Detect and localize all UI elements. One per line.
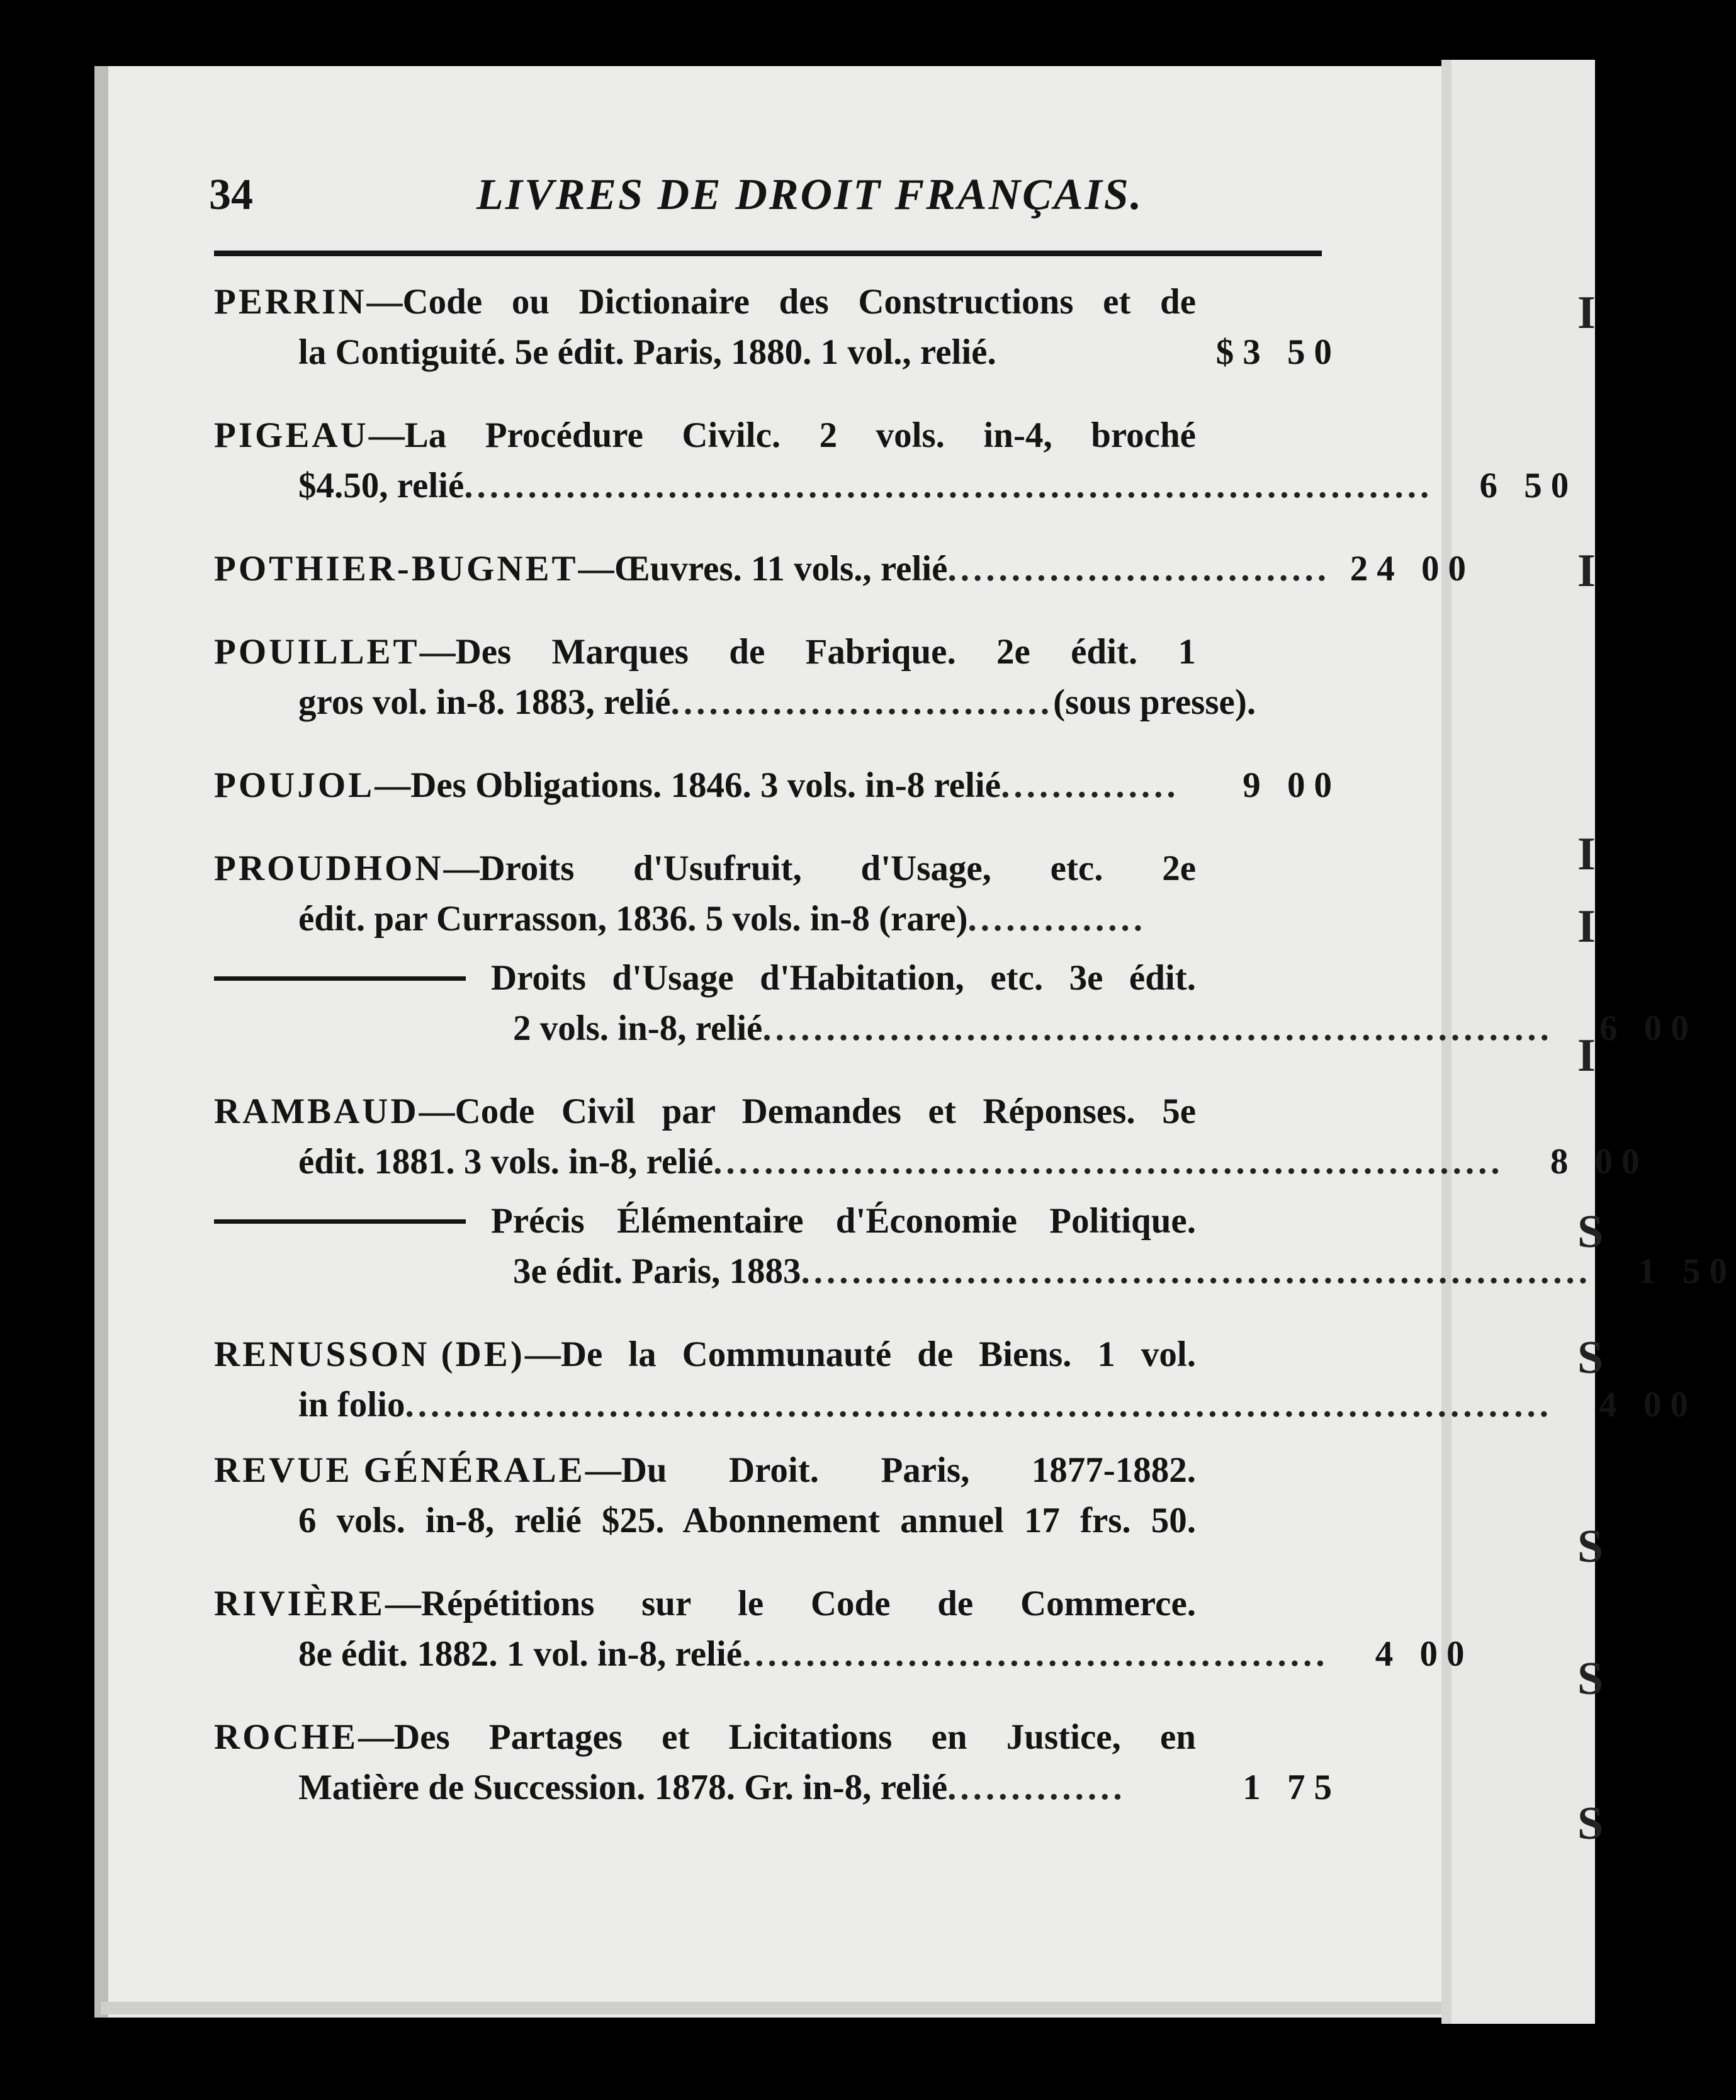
catalog-entry: POUILLET —Des Marques de Fabrique. 2e édit. 1 gros vol. in-8. 1883, relié .............................. (sous presse). bbox=[214, 627, 1341, 728]
entry-price: 4 00 bbox=[1599, 1385, 1697, 1425]
entry-title: —Des Partages et Licitations en Justice, en bbox=[358, 1717, 1196, 1757]
entry-details: 2 vols. in-8, relié bbox=[513, 1008, 763, 1048]
entry-title: —Droits d'Usufruit, d'Usage, etc. 2e bbox=[443, 849, 1196, 888]
entry-status: (sous presse). bbox=[1053, 682, 1256, 722]
entry-price: 8 00 bbox=[1550, 1142, 1649, 1182]
running-title: LIVRES DE DROIT FRANÇAIS. bbox=[476, 171, 1144, 219]
entry-title: Droits d'Usage d'Habitation, etc. 3e édit. bbox=[491, 958, 1196, 998]
catalog-entry: PROUDHON —Droits d'Usufruit, d'Usage, etc. 2e édit. par Currasson, 1836. 5 vols. in-8 (rare) .............. bbox=[214, 844, 1341, 944]
entry-price: $3 50 bbox=[1215, 332, 1341, 372]
entry-price: 1 50 bbox=[1638, 1251, 1736, 1291]
entry-details: 6 vols. in-8, relié $25. Abonnement annuel 17 frs. 50. bbox=[298, 1501, 1196, 1540]
ditto-rule bbox=[214, 976, 466, 981]
entry-author: PROUDHON bbox=[214, 849, 444, 888]
catalog-entry bbox=[214, 1445, 1341, 1546]
entry-details: 8e édit. 1882. 1 vol. in-8, relié bbox=[298, 1634, 743, 1674]
entry-author: POUJOL bbox=[214, 765, 375, 805]
catalog-entry: RIVIÈRE —Répétitions sur le Code de Commerce. 8e édit. 1882. 1 vol. in-8, relié .............................................. 4 00 bbox=[214, 1579, 1341, 1679]
entry-title: —Œuvres. 11 vols., relié bbox=[578, 549, 948, 589]
entry-author: PIGEAU bbox=[214, 415, 369, 455]
entry-author: ROCHE bbox=[214, 1717, 359, 1757]
catalog-entry: POTHIER-BUGNET —Œuvres. 11 vols., relié .............................. 24 00 bbox=[214, 544, 1341, 594]
entry-title: —De la Communauté de Biens. 1 vol. bbox=[524, 1335, 1196, 1374]
entry-author: POUILLET bbox=[214, 632, 420, 672]
entry-author: RENUSSON (DE) bbox=[214, 1335, 525, 1374]
entry-author: REVUE GÉNÉRALE bbox=[214, 1450, 585, 1490]
catalog-entry: POUJOL —Des Obligations. 1846. 3 vols. in-8 relié .............. 9 00 bbox=[214, 760, 1341, 811]
catalog-entry: PIGEAU —La Procédure Civilc. 2 vols. in-4, broché $4.50, relié ............................................................................ 6 50 bbox=[214, 410, 1341, 511]
header-rule bbox=[214, 251, 1322, 256]
catalog-entry: RAMBAUD —Code Civil par Demandes et Réponses. 5e édit. 1881. 3 vols. in-8, relié .............................................................. 8 00 bbox=[214, 1087, 1341, 1187]
catalog-entry: Droits d'Usage d'Habitation, etc. 3e édit. 2 vols. in-8, relié .............................................................. 6 00 bbox=[214, 953, 1341, 1054]
entry-author: POTHIER-BUGNET bbox=[214, 549, 578, 589]
entry-details: édit. 1881. 3 vols. in-8, relié bbox=[298, 1142, 714, 1182]
entry-title: —Code Civil par Demandes et Réponses. 5e bbox=[419, 1092, 1196, 1131]
entry-author: PERRIN bbox=[214, 282, 367, 322]
page-number: 34 bbox=[209, 171, 253, 219]
entry-author: RIVIÈRE bbox=[214, 1584, 385, 1623]
entry-title: —Code ou Dictionaire des Constructions et de bbox=[366, 282, 1196, 322]
entry-price: 24 00 bbox=[1350, 549, 1475, 589]
entry-details: 3e édit. Paris, 1883 bbox=[513, 1251, 801, 1291]
catalog-entry: RENUSSON (DE) —De la Communauté de Biens. 1 vol. in folio .......................................................................................... 4 00 bbox=[214, 1329, 1341, 1430]
page-header bbox=[115, 170, 1323, 220]
page-edge bbox=[101, 2002, 1451, 2014]
entry-details: la Contiguité. 5e édit. Paris, 1880. 1 vol., relié. bbox=[298, 332, 996, 372]
entry-title: —La Procédure Civilc. 2 vols. in-4, broché bbox=[368, 415, 1196, 455]
entry-details: gros vol. in-8. 1883, relié bbox=[298, 682, 671, 722]
entry-title: —Du Droit. Paris, 1877-1882. bbox=[585, 1450, 1196, 1490]
entry-price: 1 75 bbox=[1243, 1768, 1341, 1807]
catalog-entry: ROCHE —Des Partages et Licitations en Justice, en Matière de Succession. 1878. Gr. in-8, relié .............. 1 75 bbox=[214, 1712, 1341, 1813]
entry-author: RAMBAUD bbox=[214, 1092, 419, 1131]
next-page-fragment: I I I I I S S S S S bbox=[1451, 60, 1595, 2024]
entry-price: 9 00 bbox=[1243, 765, 1341, 805]
ditto-rule bbox=[214, 1219, 466, 1224]
entry-details: édit. par Currasson, 1836. 5 vols. in-8 (rare) bbox=[298, 899, 968, 939]
entry-price: 4 00 bbox=[1375, 1634, 1474, 1674]
entry-title: —Répétitions sur le Code de Commerce. bbox=[385, 1584, 1196, 1623]
entry-title: —Des Obligations. 1846. 3 vols. in-8 relié bbox=[375, 765, 1001, 805]
entry-price: 6 00 bbox=[1599, 1008, 1698, 1048]
entry-details: Matière de Succession. 1878. Gr. in-8, relié bbox=[298, 1768, 948, 1807]
entry-price: 6 50 bbox=[1479, 466, 1578, 505]
catalog-entry bbox=[214, 277, 1341, 378]
entry-title: Précis Élémentaire d'Économie Politique. bbox=[491, 1201, 1196, 1241]
catalog-entry: Précis Élémentaire d'Économie Politique. 3e édit. Paris, 1883 .............................................................. 1 50 bbox=[214, 1196, 1341, 1297]
entry-title: —Des Marques de Fabrique. 2e édit. 1 bbox=[419, 632, 1196, 672]
entry-details: in folio bbox=[298, 1385, 405, 1425]
entry-details: $4.50, relié bbox=[298, 466, 465, 505]
